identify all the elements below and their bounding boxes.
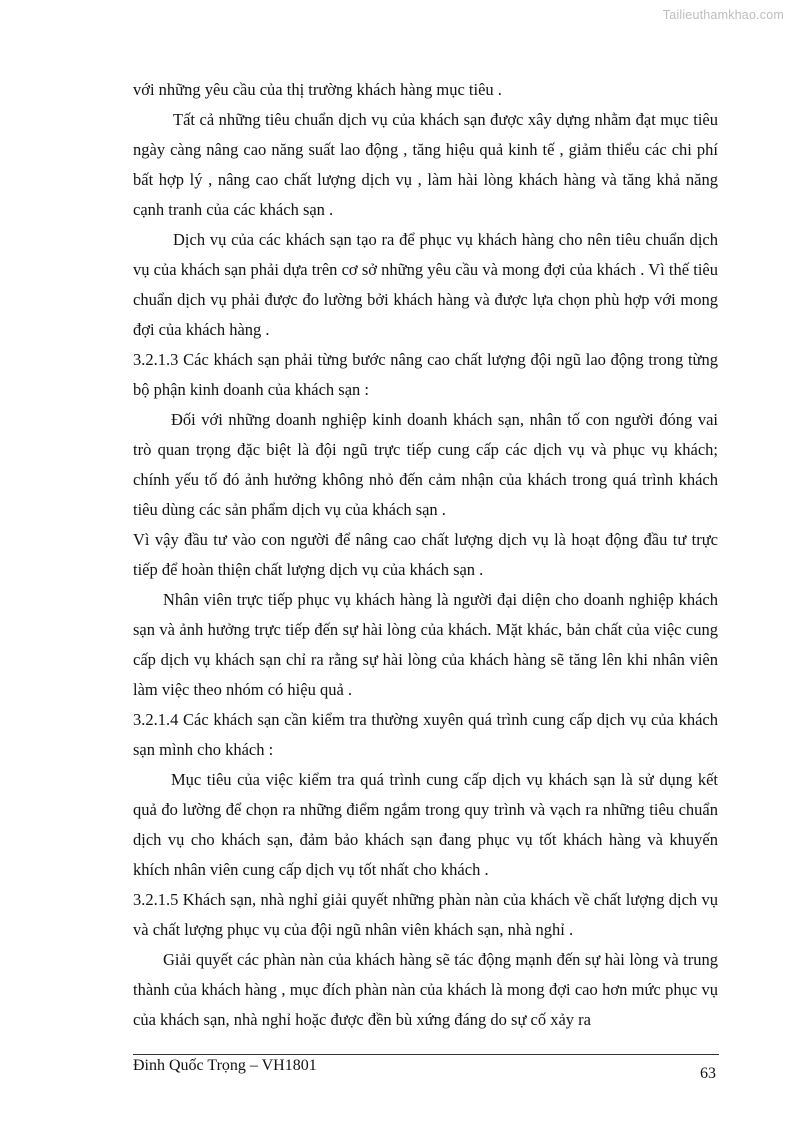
- footer-author: Đinh Quốc Trọng – VH1801: [133, 1057, 317, 1074]
- paragraph: với những yêu cầu của thị trường khách hàng mục tiêu .: [133, 80, 502, 99]
- paragraph: Tất cả những tiêu chuẩn dịch vụ của khách sạn được xây dựng nhằm đạt mục tiêu ngày càng nâng cao năng suất lao động , tăng hiệu quả kinh tế , giảm thiểu các chi phí bất hợp lý , nâng cao chất lượng dịch vụ , làm hài lòng khách hàng và tăng khả năng cạnh tranh của các khách sạn .: [133, 110, 718, 219]
- paragraph: Nhân viên trực tiếp phục vụ khách hàng là người đại diện cho doanh nghiệp khách sạn và ảnh hưởng trực tiếp đến sự hài lòng của khách. Mặt khác, bản chất của việc cung cấp dịch vụ khách sạn chỉ ra rằng sự hài lòng của khách hàng sẽ tăng lên khi nhân viên làm việc theo nhóm có hiệu quả .: [133, 590, 718, 699]
- paragraph: Vì vậy đầu tư vào con người để nâng cao chất lượng dịch vụ là hoạt động đầu tư trực tiếp để hoàn thiện chất lượng dịch vụ của khách sạn .: [133, 530, 718, 579]
- page-number: 63: [700, 1065, 716, 1082]
- paragraph: Mục tiêu của việc kiểm tra quá trình cung cấp dịch vụ khách sạn là sử dụng kết quả đo lường để chọn ra những điểm ngắm trong quy trình và vạch ra những tiêu chuẩn dịch vụ cho khách sạn, đảm bảo khách sạn đang phục vụ tốt khách hàng và khuyến khích nhân viên cung cấp dịch vụ tốt nhất cho khách .: [133, 770, 718, 879]
- section-heading: 3.2.1.3 Các khách sạn phải từng bước nâng cao chất lượng đội ngũ lao động trong từng bộ phận kinh doanh của khách sạn :: [133, 350, 718, 399]
- document-body: [133, 75, 718, 1035]
- paragraph: Dịch vụ của các khách sạn tạo ra để phục vụ khách hàng cho nên tiêu chuẩn dịch vụ của khách sạn phải dựa trên cơ sở những yêu cầu và mong đợi của khách . Vì thế tiêu chuẩn dịch vụ phải được đo lường bởi khách hàng và được lựa chọn phù hợp với mong đợi của khách hàng .: [133, 230, 718, 339]
- section-heading: 3.2.1.5 Khách sạn, nhà nghỉ giải quyết những phàn nàn của khách về chất lượng dịch vụ và chất lượng phục vụ của đội ngũ nhân viên khách sạn, nhà nghỉ .: [133, 890, 718, 939]
- watermark: Tailieuthamkhao.com: [662, 8, 784, 22]
- paragraph: Giải quyết các phàn nàn của khách hàng sẽ tác động mạnh đến sự hài lòng và trung thành của khách hàng , mục đích phàn nàn của khách là mong đợi cao hơn mức phục vụ của khách sạn, nhà nghỉ hoặc được đền bù xứng đáng do sự cố xảy ra: [133, 950, 718, 1029]
- section-heading: 3.2.1.4 Các khách sạn cần kiểm tra thường xuyên quá trình cung cấp dịch vụ của khách sạn mình cho khách :: [133, 710, 718, 759]
- paragraph: Đối với những doanh nghiệp kinh doanh khách sạn, nhân tố con người đóng vai trò quan trọng đặc biệt là đội ngũ trực tiếp cung cấp các dịch vụ và phục vụ khách; chính yếu tố đó ảnh hưởng không nhỏ đến cảm nhận của khách trong quá trình khách tiêu dùng các sản phẩm dịch vụ của khách sạn .: [133, 410, 718, 519]
- footer-divider: [133, 1054, 719, 1055]
